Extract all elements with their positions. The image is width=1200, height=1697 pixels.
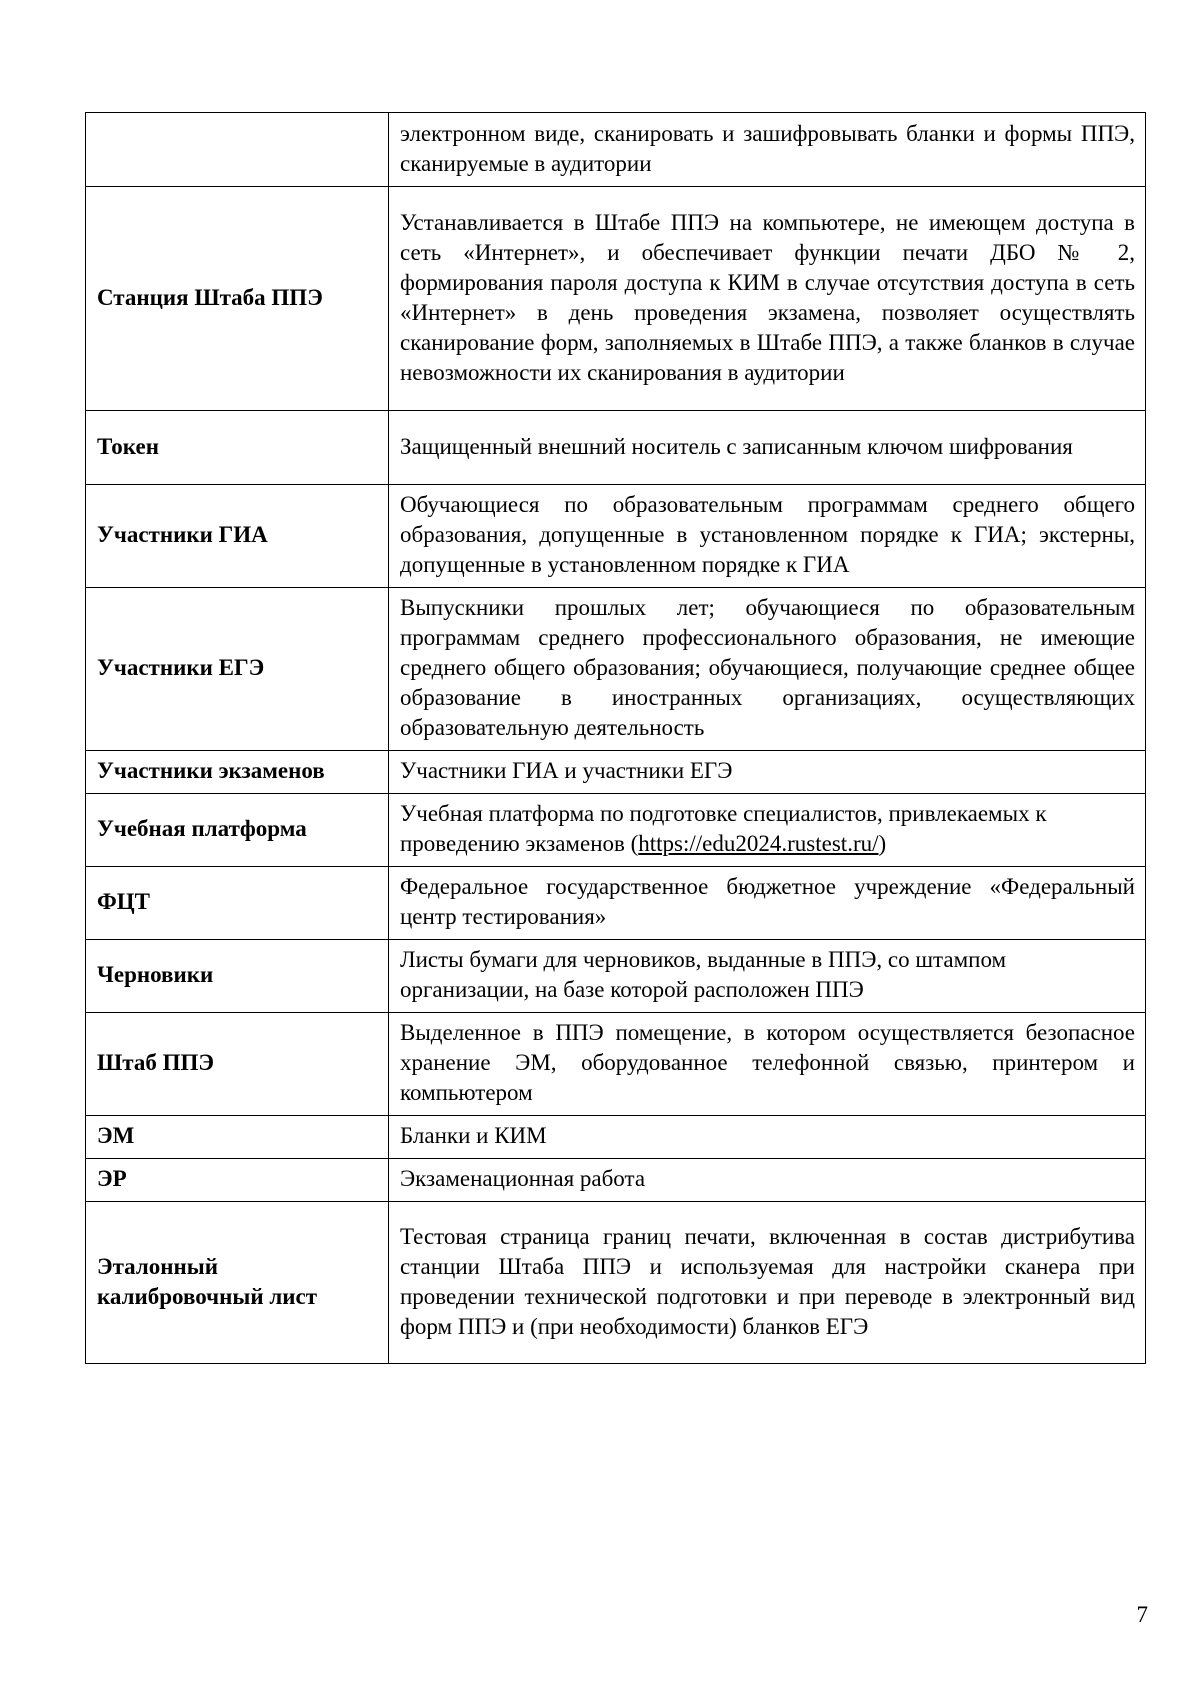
table-row	[86, 1116, 1146, 1159]
table-row	[86, 794, 1146, 867]
table-row	[86, 1202, 1146, 1364]
definition-cell: электронном виде, сканировать и зашифровывать бланки и формы ППЭ, сканируемые в аудитории	[389, 113, 1146, 187]
table-row	[86, 485, 1146, 588]
definition-cell: Листы бумаги для черновиков, выданные в ППЭ, со штампом организации, на базе которой расположен ППЭ	[389, 940, 1146, 1013]
definition-cell: Участники ГИА и участники ЕГЭ	[389, 751, 1146, 794]
term-cell: Учебная платформа	[86, 794, 389, 867]
definition-text: )	[878, 831, 887, 856]
definition-cell: Устанавливается в Штабе ППЭ на компьютере, не имеющем доступа в сеть «Интернет», и обеспечивает функции печати ДБО № 2, формирования пароля доступа к КИМ в случае отсутствия доступа в сеть «Интернет» в день проведения экзамена, позволяет осуществлять сканирование форм, заполняемых в Штабе ППЭ, а также бланков в случае невозможности их сканирования в аудитории	[389, 187, 1146, 411]
term-cell: Штаб ППЭ	[86, 1013, 389, 1116]
table-row	[86, 1013, 1146, 1116]
table-row	[86, 588, 1146, 751]
definition-cell: Федеральное государственное бюджетное учреждение «Федеральный центр тестирования»	[389, 867, 1146, 940]
table-row	[86, 867, 1146, 940]
definition-cell: Защищенный внешний носитель с записанным ключом шифрования	[389, 411, 1146, 485]
term-cell: Участники экзаменов	[86, 751, 389, 794]
term-cell: Эталонный калибровочный лист	[86, 1202, 389, 1364]
term-cell	[86, 113, 389, 187]
definition-cell: Экзаменационная работа	[389, 1159, 1146, 1202]
term-cell: ЭМ	[86, 1116, 389, 1159]
term-cell: Участники ГИА	[86, 485, 389, 588]
definition-cell: Выпускники прошлых лет; обучающиеся по образовательным программам среднего профессионального образования, не имеющие среднего общего образования; обучающиеся, получающие среднее общее образование в иностранных организациях, осуществляющих образовательную деятельность	[389, 588, 1146, 751]
page-number: 7	[1136, 1602, 1148, 1627]
term-cell: Черновики	[86, 940, 389, 1013]
term-cell: ЭР	[86, 1159, 389, 1202]
definition-cell: Выделенное в ППЭ помещение, в котором осуществляется безопасное хранение ЭМ, оборудованное телефонной связью, принтером и компьютером	[389, 1013, 1146, 1116]
table-row	[86, 411, 1146, 485]
term-cell: ФЦТ	[86, 867, 389, 940]
definition-cell: Обучающиеся по образовательным программам среднего общего образования, допущенные в установленном порядке к ГИА; экстерны, допущенные в установленном порядке к ГИА	[389, 485, 1146, 588]
table-row	[86, 751, 1146, 794]
table-row	[86, 940, 1146, 1013]
term-cell: Токен	[86, 411, 389, 485]
table-row	[86, 1159, 1146, 1202]
definition-cell: Тестовая страница границ печати, включенная в состав дистрибутива станции Штаба ППЭ и используемая для настройки сканера при проведении технической подготовки и при переводе в электронный вид форм ППЭ и (при необходимости) бланков ЕГЭ	[389, 1202, 1146, 1364]
term-cell: Участники ЕГЭ	[86, 588, 389, 751]
definition-cell	[389, 794, 1146, 867]
table-row	[86, 113, 1146, 187]
definition-cell: Бланки и КИМ	[389, 1116, 1146, 1159]
term-cell: Станция Штаба ППЭ	[86, 187, 389, 411]
glossary-table	[85, 112, 1146, 1364]
definition-text: Учебная платформа по подготовке специалистов, привлекаемых к проведению экзаменов (	[400, 801, 1047, 856]
table-row	[86, 187, 1146, 411]
platform-link[interactable]: https://edu2024.rustest.ru/	[638, 831, 879, 856]
